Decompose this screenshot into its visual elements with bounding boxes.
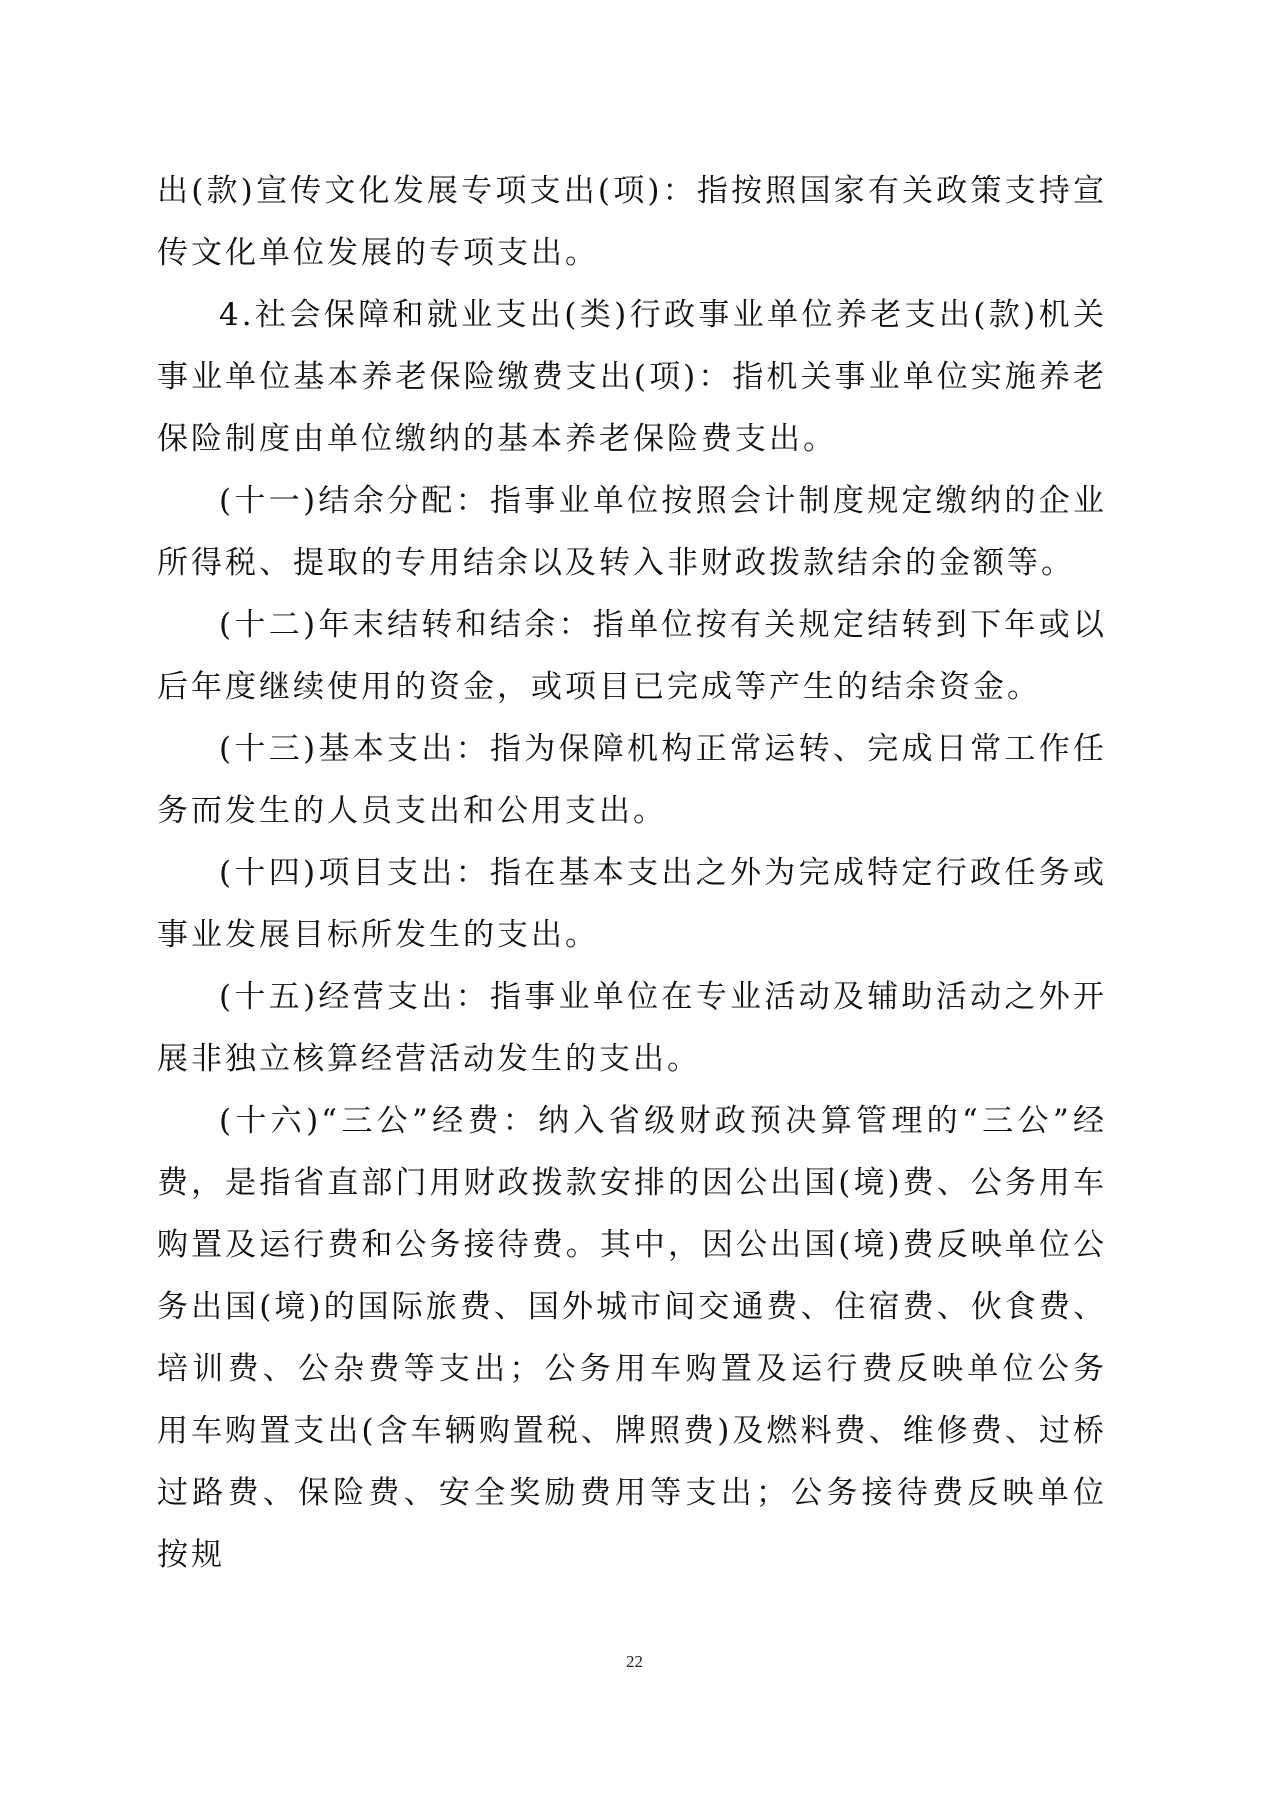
document-body [157, 160, 1107, 1586]
paragraph-4: (十二)年末结转和结余：指单位按有关规定结转到下年或以后年度继续使用的资金，或项目已完成等产生的结余资金。 [157, 607, 1107, 705]
paragraph-2: 4.社会保障和就业支出(类)行政事业单位养老支出(款)机关事业单位基本养老保险缴费支出(项)：指机关事业单位实施养老保险制度由单位缴纳的基本养老保险费支出。 [157, 297, 1107, 457]
paragraph-3: (十一)结余分配：指事业单位按照会计制度规定缴纳的企业所得税、提取的专用结余以及转入非财政拨款结余的金额等。 [157, 483, 1107, 581]
paragraph-8: (十六)“三公”经费：纳入省级财政预决算管理的“三公”经费，是指省直部门用财政拨款安排的因公出国(境)费、公务用车购置及运行费和公务接待费。其中，因公出国(境)费反映单位公务出国(境)的国际旅费、国外城市间交通费、住宿费、伙食费、培训费、公杂费等支出；公务用车购置及运行费反映单位公务用车购置支出(含车辆购置税、牌照费)及燃料费、维修费、过桥过路费、保险费、安全奖励费用等支出；公务接待费反映单位按规 [157, 1103, 1107, 1573]
page-number: 22 [626, 1652, 643, 1671]
paragraph-1: 出(款)宣传文化发展专项支出(项)：指按照国家有关政策支持宣传文化单位发展的专项支出。 [157, 173, 1107, 271]
paragraph-7: (十五)经营支出：指事业单位在专业活动及辅助活动之外开展非独立核算经营活动发生的支出。 [157, 979, 1107, 1077]
paragraph-6: (十四)项目支出：指在基本支出之外为完成特定行政任务或事业发展目标所发生的支出。 [157, 855, 1107, 953]
paragraph-5: (十三)基本支出：指为保障机构正常运转、完成日常工作任务而发生的人员支出和公用支出。 [157, 731, 1107, 829]
